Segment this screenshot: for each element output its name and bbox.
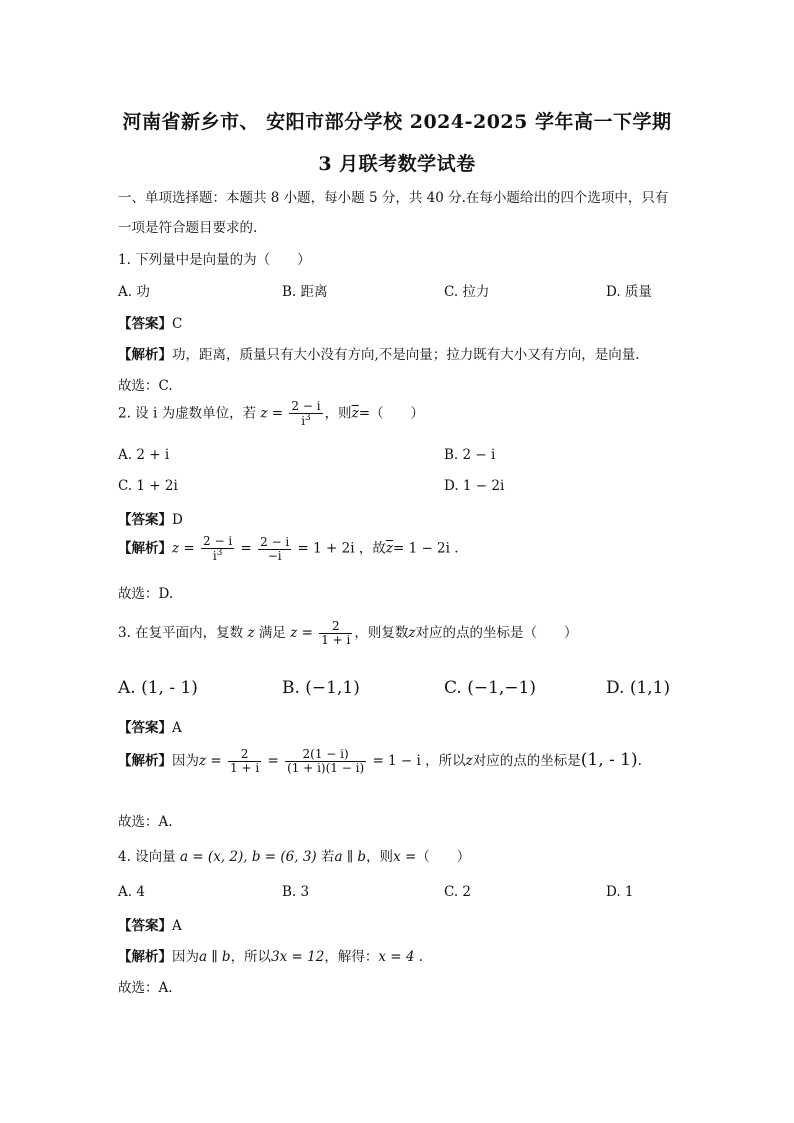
q4-option-c: C. 2 [444,884,472,900]
q2-option-a: A. 2 + i [118,447,170,463]
frac-den-exp: 3 [216,548,223,559]
q2-analysis-end: = 1 − 2i . [392,540,459,557]
answer-value: D [172,512,183,528]
frac-den: 1 + i [321,633,351,648]
q4-stem [118,845,470,865]
q2-frac-den [289,414,322,428]
q4-analysis-solve: ，解得： [324,949,379,965]
parallel-symbol: ∥ [211,949,218,965]
frac-den: −i [267,548,282,563]
q3-fraction [319,620,352,647]
q2-analysis-frac2 [258,536,291,563]
q3-analysis-point: (1, - 1) [580,750,638,771]
q4-analysis [118,945,423,965]
q2-den-base: i [301,414,306,429]
analysis-text: 功，距离，质量只有大小没有方向,不是向量；拉力既有大小又有方向，是向量. [172,347,640,363]
q3-stem: 3. 在复平面内，复数 z 满足 z = $\frac{2}{1 + i}$ ，则复数z对应的点的坐标是（ ） [118,619,578,648]
q4-vector-a: a [179,849,189,865]
frac-den [201,549,234,563]
q2-stem [118,400,424,428]
q3-analysis-tail: = 1 − i ，所以 [372,753,466,770]
q3-analysis-frac1 [228,748,261,775]
analysis-label: 【解析】 [118,540,172,557]
q1-stem: 1. 下列量中是向量的为（ ） [118,252,311,268]
q3-analysis-prefix: 因为 [172,753,199,770]
q4-answer [118,914,182,934]
answer-value: A [172,720,182,736]
q1-option-b: B. 距离 [282,284,328,300]
q3-stem-mid: 满足 [258,625,286,642]
q3-option-b: B. (−1,1) [282,678,360,698]
q2-zbar: $\overline{z}$ [351,405,359,422]
q4-equation-2: x = 4 . [378,949,424,965]
q4-analysis-vector-a: a [199,949,208,965]
q2-frac-num: 2 − i [291,399,321,413]
exam-title-line1: 河南省新乡市、 安阳市部分学校 2024-2025 学年高一下学期 [122,111,672,133]
q3-option-d: D. (1,1) [606,678,671,698]
q2-analysis-tail: = 1 + 2i ，故 [297,540,386,557]
q2-fraction [289,400,322,428]
q1-option-a: A. 功 [118,284,150,300]
exam-title-line2: 3 月联考数学试卷 [318,153,476,175]
q2-conclusion: 故选：D. [118,586,174,602]
q4-stem-suffix: ，则 [366,849,394,865]
section-instructions-line1: 一、单项选择题：本题共 8 小题，每小题 5 分，共 40 分.在每小题给出的四个选项中，只有 [118,190,669,206]
q2-analysis: 【解析】z = $\frac{2 - i}{i^3}$ = $\frac{2 - i}{-i}$ = 1 + 2i ，故$\overline{z}= 1 - 2i$ . [118,534,459,564]
q1-conclusion: 故选：C. [118,378,173,394]
q3-analysis: 【解析】因为z = $\frac{2}{1 + i}$ = $\frac{2(1 - i)}{(1 + i)(1 - i)}$ = 1 − i ，所以z对应的点的坐标是(1, - 1). [118,747,642,776]
frac-num: 2(1 − i) [285,748,366,762]
q3-analysis-frac2 [285,748,366,775]
q4-option-d: D. 1 [606,884,634,900]
q4-option-b: B. 3 [282,884,310,900]
answer-value: C [172,316,183,332]
frac-den: 1 + i [230,761,260,776]
q4-stem-mid: 若 [321,849,335,865]
q4-conclusion: 故选：A. [118,980,173,996]
q2-stem-mid: ，则 [324,405,352,422]
frac-den-base: i [212,549,217,564]
analysis-label: 【解析】 [118,949,172,965]
frac-den: (1 + i)(1 − i) [287,761,365,776]
q4-vector-a-value: = (x, 2), [192,849,248,865]
q2-answer [118,508,183,528]
q3-answer [118,716,182,736]
q2-option-b: B. 2 − i [444,447,496,463]
q2-stem-suffix: =（ ） [358,405,424,422]
q1-analysis [118,343,640,363]
frac-num: 2 − i [260,534,290,549]
q3-conclusion: 故选：A. [118,814,173,830]
answer-label: 【答案】 [118,512,172,528]
q4-vector-b-ref: b [357,849,367,865]
q4-vector-a-ref: a [334,849,343,865]
q4-analysis-vector-b: b [221,949,231,965]
q4-equation-1: 3x = 12 [271,949,325,965]
q3-stem-suffix: ，则复数 [354,625,409,642]
q4-stem-end: （ ） [416,849,471,865]
q2-option-c: C. 1 + 2i [118,478,178,494]
q3-stem-end: 对应的点的坐标是（ ） [415,625,578,642]
q3-stem-prefix: 3. 在复平面内，复数 [118,625,244,642]
q4-option-a: A. 4 [118,884,145,900]
q3-analysis-end: 对应的点的坐标是 [472,753,581,770]
q1-option-c: C. 拉力 [444,284,490,300]
answer-label: 【答案】 [118,316,172,332]
q1-option-d: D. 质量 [606,284,652,300]
answer-label: 【答案】 [118,720,172,736]
section-instructions-line2: 一项是符合题目要求的. [118,220,258,236]
analysis-label: 【解析】 [118,347,172,363]
frac-num: 2 [319,620,352,634]
q2-var-z: z [260,405,268,422]
q2-den-exp: 3 [305,413,311,424]
q4-analysis-prefix: 因为 [172,949,199,965]
q2-eq: = [271,405,284,422]
q3-option-c: C. (−1,−1) [444,678,536,698]
frac-num: 2 [228,748,261,762]
parallel-symbol: ∥ [346,849,354,865]
q4-x-eq: x = [393,849,417,865]
q2-option-d: D. 1 − 2i [444,478,505,494]
q4-vector-b-value: = (6, 3) [264,849,317,865]
q2-stem-prefix: 2. 设 i 为虚数单位，若 [118,405,257,422]
q2-analysis-zbar: $\overline{z}$ [385,540,393,557]
q1-answer [118,312,182,332]
q4-analysis-mid: ，所以 [230,949,272,965]
q2-analysis-frac1 [201,535,234,563]
answer-label: 【答案】 [118,918,172,934]
analysis-label: 【解析】 [118,753,172,770]
frac-num: 2 − i [203,534,233,548]
q3-option-a: A. (1, - 1) [118,678,198,698]
q4-vector-b: b [251,849,261,865]
q4-stem-prefix: 4. 设向量 [118,849,176,865]
answer-value: A [172,918,182,934]
